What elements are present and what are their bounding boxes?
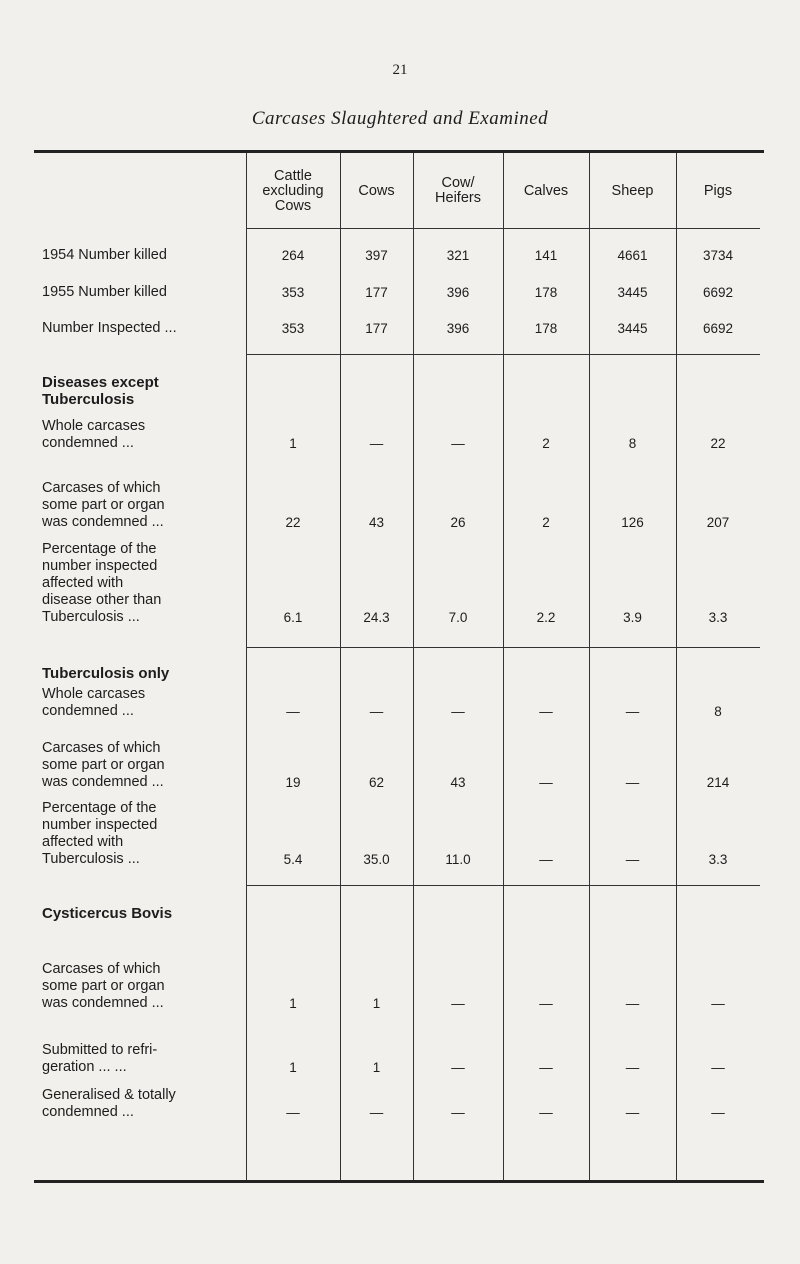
table-cell: 11.0	[445, 852, 471, 867]
table-cell: 43	[368, 515, 385, 530]
table-cell: —	[539, 1060, 553, 1075]
table-bottom-rule	[34, 1180, 764, 1183]
table-cell: —	[451, 1105, 465, 1120]
table-cell: 396	[446, 321, 470, 336]
table-cell: —	[451, 1060, 465, 1075]
row-label: condemned ...	[42, 1104, 134, 1120]
row-label: Submitted to refri-	[42, 1042, 158, 1058]
table-cell: 3445	[617, 285, 648, 300]
page-number: 21	[392, 62, 408, 78]
table-cell: —	[625, 704, 640, 719]
table-cell: 6692	[702, 285, 734, 300]
row-label: number inspected	[42, 817, 158, 833]
table-cell: —	[711, 1105, 725, 1120]
table-cell: 321	[446, 248, 470, 263]
table-cell: 177	[365, 321, 388, 336]
section-rule	[246, 354, 760, 355]
table-cell: —	[625, 1105, 640, 1120]
table-cell: 264	[281, 248, 305, 263]
table-cell: 178	[534, 285, 558, 300]
table-cell: —	[625, 775, 640, 790]
column-divider	[413, 153, 414, 1180]
row-label: disease other than	[42, 592, 162, 608]
column-header-calves: Calves	[523, 183, 569, 199]
row-label: Whole carcases	[42, 418, 146, 434]
section-rule	[246, 885, 760, 886]
row-label: some part or organ	[42, 757, 165, 773]
table-cell: 62	[368, 775, 385, 790]
column-header-pigs: Pigs	[703, 183, 733, 199]
table-cell: 26	[450, 515, 466, 530]
row-label: 1954 Number killed	[42, 247, 167, 263]
table-cell: —	[539, 704, 553, 719]
table-cell: 1	[289, 1060, 297, 1075]
row-label: affected with	[42, 575, 124, 591]
table-cell: 207	[706, 515, 730, 530]
table-cell: 8	[714, 704, 722, 719]
section-heading: Tuberculosis only	[42, 665, 170, 682]
row-label: geration ... ...	[42, 1059, 127, 1075]
table-cell: —	[451, 996, 465, 1011]
row-label: Number Inspected ...	[42, 320, 177, 336]
table-cell: —	[711, 1060, 725, 1075]
table-cell: —	[625, 852, 640, 867]
table-cell: —	[369, 704, 384, 719]
table-cell: 396	[446, 285, 470, 300]
section-heading: Cysticercus Bovis	[42, 905, 173, 922]
table-cell: 3.3	[708, 852, 728, 867]
table-cell: 35.0	[363, 852, 390, 867]
table-cell: 3445	[617, 321, 648, 336]
row-label: Generalised & totally	[42, 1087, 176, 1103]
table-cell: 6692	[702, 321, 734, 336]
row-label: Tuberculosis ...	[42, 851, 140, 867]
table-cell: —	[539, 1105, 553, 1120]
row-label: was condemned ...	[42, 514, 164, 530]
row-label: number inspected	[42, 558, 158, 574]
table-cell: 1	[289, 996, 297, 1011]
column-header-cow-heifers: Cow/ Heifers	[435, 175, 481, 206]
table-cell: 7.0	[448, 610, 468, 625]
table-cell: 2.2	[536, 610, 556, 625]
table-cell: 2	[542, 436, 550, 451]
table-cell: —	[625, 1060, 640, 1075]
table-cell: —	[625, 996, 640, 1011]
row-label: affected with	[42, 834, 124, 850]
table-cell: —	[539, 852, 553, 867]
table-cell: 1	[289, 436, 297, 451]
table-cell: 8	[628, 436, 637, 451]
row-label: 1955 Number killed	[42, 284, 167, 300]
row-label: condemned ...	[42, 703, 134, 719]
table-cell: —	[286, 704, 300, 719]
table-cell: 177	[365, 285, 388, 300]
table-cell: 3734	[702, 248, 734, 263]
table-cell: 24.3	[363, 610, 390, 625]
table-cell: 214	[706, 775, 730, 790]
section-heading: Tuberculosis	[42, 391, 135, 408]
table-cell: —	[369, 436, 384, 451]
table-cell: 2	[542, 515, 550, 530]
page-title: Carcases Slaughtered and Examined	[251, 108, 549, 129]
row-label: some part or organ	[42, 978, 165, 994]
table-cell: —	[451, 704, 465, 719]
column-header-cows: Cows	[358, 183, 395, 199]
table-cell: 22	[285, 515, 301, 530]
row-label: was condemned ...	[42, 995, 164, 1011]
table-cell: 6.1	[283, 610, 303, 625]
table-cell: 1	[372, 1060, 381, 1075]
table-cell: 353	[281, 321, 305, 336]
row-label: some part or organ	[42, 497, 165, 513]
table-cell: —	[539, 996, 553, 1011]
column-header-sheep: Sheep	[611, 183, 654, 199]
column-header-cattle: Cattle excluding Cows	[262, 168, 324, 214]
table-cell: 353	[281, 285, 305, 300]
row-label: was condemned ...	[42, 774, 164, 790]
row-label: Percentage of the	[42, 800, 157, 816]
table-cell: —	[539, 775, 553, 790]
table-cell: 3.9	[623, 610, 642, 625]
table-cell: 3.3	[708, 610, 728, 625]
column-divider	[676, 153, 677, 1180]
header-rule	[246, 228, 760, 229]
table-cell: 19	[285, 775, 301, 790]
table-cell: 126	[621, 515, 644, 530]
row-label: Whole carcases	[42, 686, 146, 702]
table-top-rule	[34, 150, 764, 153]
table-cell: —	[286, 1105, 300, 1120]
table-cell: 4661	[617, 248, 648, 263]
section-rule	[246, 647, 760, 648]
column-divider	[340, 153, 341, 1180]
table-cell: 397	[365, 248, 388, 263]
row-label: Percentage of the	[42, 541, 157, 557]
row-label: Tuberculosis ...	[42, 609, 140, 625]
section-heading: Diseases except	[42, 374, 159, 391]
table-cell: 1	[372, 996, 381, 1011]
table-cell: —	[369, 1105, 384, 1120]
table-cell: —	[451, 436, 465, 451]
table-cell: 43	[450, 775, 466, 790]
row-label: Carcases of which	[42, 961, 161, 977]
row-label: Carcases of which	[42, 740, 161, 756]
table-cell: 22	[710, 436, 726, 451]
column-divider	[503, 153, 504, 1180]
column-divider	[589, 153, 590, 1180]
column-divider	[246, 153, 247, 1180]
row-label: condemned ...	[42, 435, 134, 451]
table-cell: —	[711, 996, 725, 1011]
table-cell: 141	[534, 248, 558, 263]
row-label: Carcases of which	[42, 480, 161, 496]
table-cell: 5.4	[283, 852, 303, 867]
table-cell: 178	[534, 321, 558, 336]
